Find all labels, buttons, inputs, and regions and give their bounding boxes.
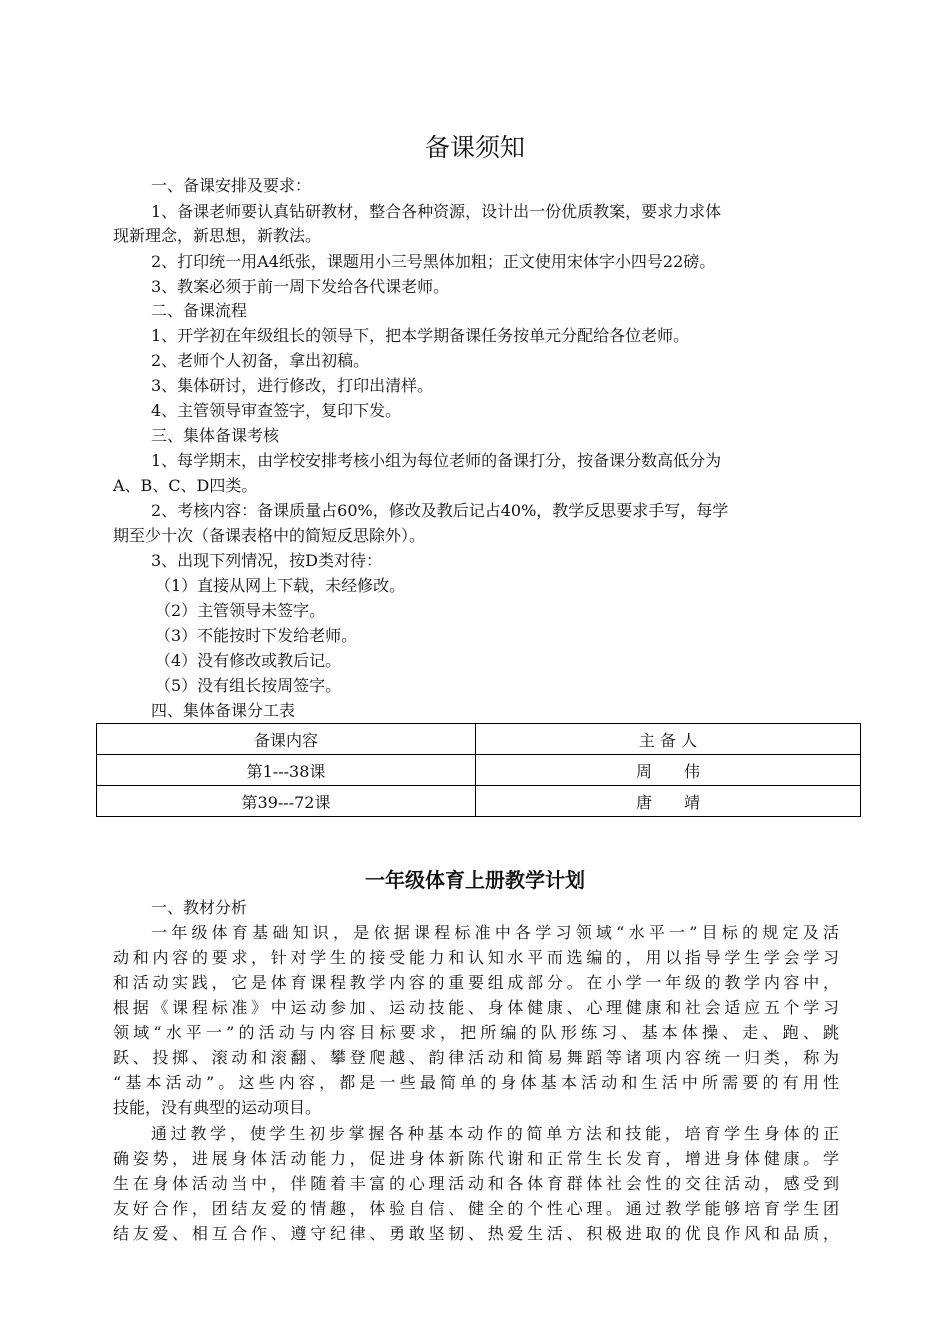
section4-heading: 四、集体备课分工表	[151, 701, 296, 720]
table-cell: 唐 靖	[476, 786, 861, 817]
plan-para1-line: 根据《课程标准》中运动参加、运动技能、身体健康、心理健康和社会适应五个学习	[113, 998, 839, 1017]
section3-item1-line2: A、B、C、D四类。	[113, 476, 258, 495]
table-row	[97, 755, 861, 786]
section1-item2: 2、打印统一用A4纸张，课题用小三号黑体加粗；正文使用宋体字小四号22磅。	[151, 252, 716, 271]
table-header-row	[97, 724, 861, 755]
plan-para2-line: 生在身体活动当中，伴随着丰富的心理活动和各体育群体社会性的交往活动，感受到	[113, 1174, 839, 1193]
section3-item2-line1: 2、考核内容：备课质量占60%，修改及教后记占40%，教学反思要求手写，每学	[151, 501, 729, 520]
plan-para2-line: 友好合作，团结友爱的情趣，体验自信、健全的个性心理。通过教学能够培育学生团	[113, 1199, 839, 1218]
section1-item1-line2: 现新理念，新思想，新教法。	[113, 226, 322, 245]
table-cell: 周 伟	[476, 755, 861, 786]
plan-para1-line: 一年级体育基础知识，是依据课程标准中各学习领域“水平一”目标的规定及活	[151, 923, 839, 942]
plan-para2-line: 通过教学，使学生初步掌握各种基本动作的简单方法和技能，培育学生身体的正	[151, 1124, 839, 1143]
plan-para1-line: 领域“水平一”的活动与内容目标要求，把所编的队形练习、基本体操、走、跑、跳	[113, 1023, 839, 1042]
section3-item1-line1: 1、每学期末，由学校安排考核小组为每位老师的备课打分，按备课分数高低分为	[151, 451, 722, 470]
section3-item3: 3、出现下列情况，按D类对待：	[151, 551, 383, 570]
section3-subitem: （2）主管领导未签字。	[155, 601, 326, 620]
section3-subitem: （1）直接从网上下载，未经修改。	[155, 576, 406, 595]
table-cell: 第39---72课	[97, 786, 476, 817]
plan-para1-line: 和活动实践，它是体育课程教学内容的重要组成部分。在小学一年级的教学内容中，	[113, 973, 839, 992]
section2-item: 1、开学初在年级组长的领导下，把本学期备课任务按单元分配给各位老师。	[151, 326, 690, 345]
section2-item: 3、集体研讨，进行修改，打印出清样。	[151, 376, 434, 395]
plan-para1-line: 动和内容的要求，针对学生的接受能力和认知水平而选编的，用以指导学生学会学习	[113, 948, 839, 967]
plan-para1-line: “基本活动”。这些内容，都是一些最简单的身体基本活动和生活中所需要的有用性	[113, 1073, 839, 1092]
plan-title: 一年级体育上册教学计划	[365, 868, 585, 892]
section3-subitem: （4）没有修改或教后记。	[155, 651, 342, 670]
section3-subitem: （5）没有组长按周签字。	[155, 676, 342, 695]
plan-para1-line: 跃、投掷、滚动和滚翻、攀登爬越、韵律活动和简易舞蹈等诸项内容统一归类，称为	[113, 1048, 839, 1067]
table-header-cell: 备课内容	[97, 724, 476, 755]
section2-item: 2、老师个人初备，拿出初稿。	[151, 351, 370, 370]
section3-item2-line2: 期至少十次（备课表格中的简短反思除外）。	[113, 526, 426, 545]
plan-para2-line: 结友爱、相互合作、遵守纪律、勇敢坚韧、热爱生活、积极进取的优良作风和品质，	[113, 1224, 839, 1243]
section1-heading: 一、备课安排及要求：	[151, 176, 312, 195]
plan-para2-line: 确姿势，进展身体活动能力，促进身体新陈代谢和正常生长发育，增进身体健康。学	[113, 1149, 839, 1168]
table-header-cell: 主 备 人	[476, 724, 861, 755]
section2-item: 4、主管领导审查签字，复印下发。	[151, 401, 402, 420]
section3-subitem: （3）不能按时下发给老师。	[155, 626, 358, 645]
table-row	[97, 786, 861, 817]
section1-item1-line1: 1、备课老师要认真钻研教材，整合各种资源，设计出一份优质教案，要求力求体	[151, 202, 722, 221]
section1-item3: 3、教案必须于前一周下发给各代课老师。	[151, 277, 450, 296]
assignment-table	[96, 723, 861, 817]
table-cell: 第1---38课	[97, 755, 476, 786]
plan-heading: 一、教材分析	[151, 898, 248, 917]
section3-heading: 三、集体备课考核	[151, 426, 280, 445]
plan-para1-line: 技能，没有典型的运动项目。	[113, 1098, 322, 1117]
section2-heading: 二、备课流程	[151, 301, 248, 320]
page-title: 备课须知	[424, 133, 525, 162]
